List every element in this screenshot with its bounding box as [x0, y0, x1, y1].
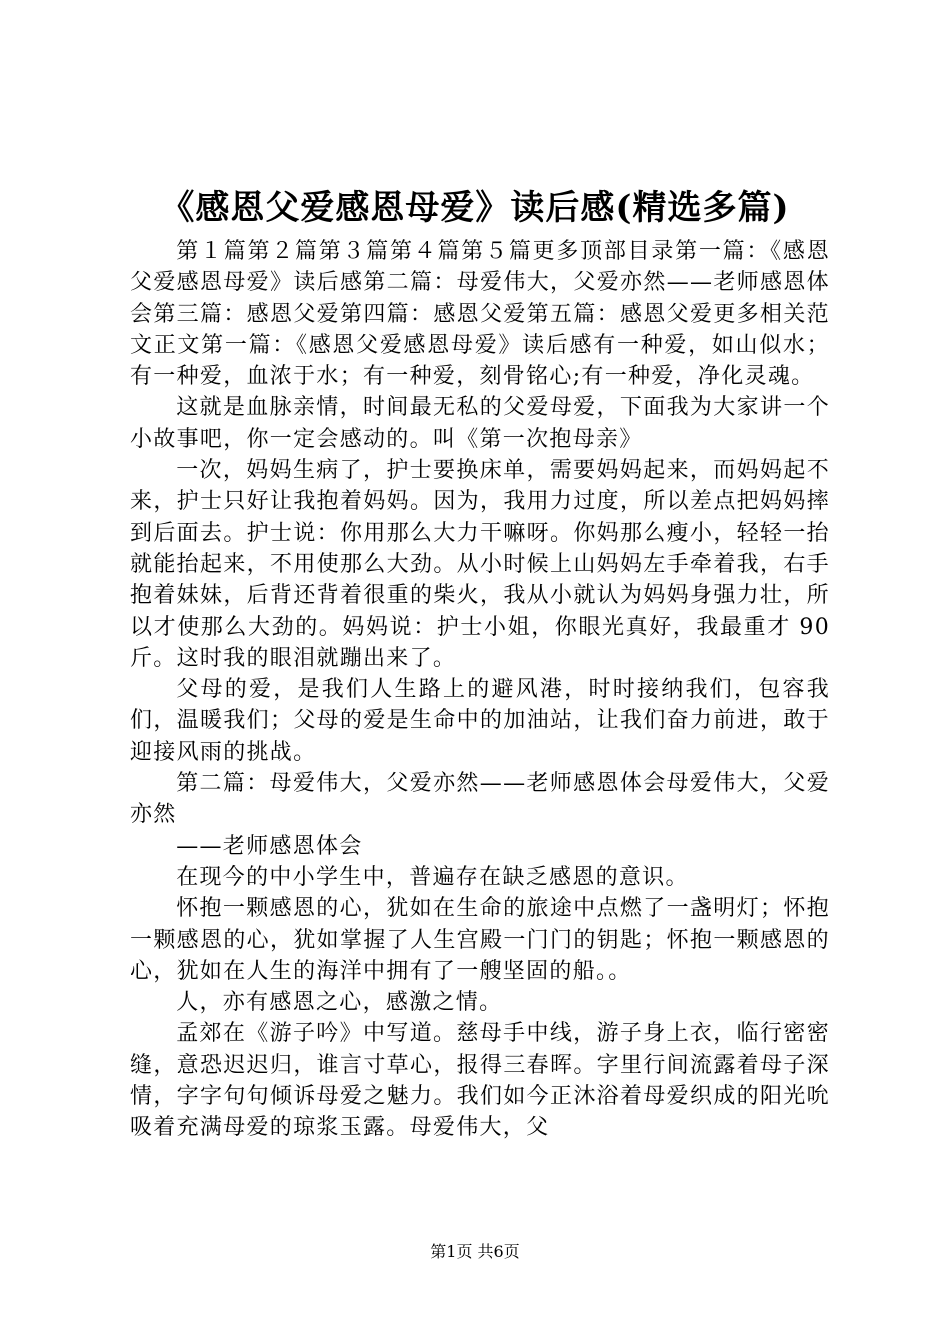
- paragraph: 孟郊在《游子吟》中写道。慈母手中线，游子身上衣，临行密密缝，意恐迟迟归，谁言寸草心，报得三春晖。字里行间流露着母子深情，字字句句倾诉母爱之魅力。我们如今正沐浴着母爱织成的阳光吮吸着充满母爱的琼浆玉露。母爱伟大，父: [130, 1021, 830, 1141]
- paragraph: 第１篇第２篇第３篇第４篇第５篇更多顶部目录第一篇：《感恩父爱感恩母爱》读后感第二篇：母爱伟大，父爱亦然——老师感恩体会第三篇：感恩父爱第四篇：感恩父爱第五篇：感恩父爱更多相关范文正文第一篇：《感恩父爱感恩母爱》读后感有一种爱，如山似水；有一种爱，血浓于水；有一种爱，刻骨铭心;有一种爱，净化灵魂。: [130, 239, 830, 390]
- paragraph: 怀抱一颗感恩的心，犹如在生命的旅途中点燃了一盏明灯；怀抱一颗感恩的心，犹如掌握了人生宫殿一门门的钥匙；怀抱一颗感恩的心，犹如在人生的海洋中拥有了一艘坚固的船。。: [130, 896, 830, 984]
- paragraph: 在现今的中小学生中，普遍存在缺乏感恩的意识。: [176, 864, 689, 890]
- paragraph: 父母的爱，是我们人生路上的避风港，时时接纳我们，包容我们，温暖我们；父母的爱是生命中的加油站，让我们奋力前进，敢于迎接风雨的挑战。: [130, 677, 830, 765]
- page-footer: 第1页 共6页: [430, 1242, 520, 1261]
- paragraph: ——老师感恩体会: [176, 833, 363, 859]
- document-body: [130, 236, 830, 1144]
- paragraph: 人，亦有感恩之心，感激之情。: [176, 990, 503, 1016]
- paragraph: 第二篇：母爱伟大，父爱亦然——老师感恩体会母爱伟大，父爱亦然: [130, 771, 830, 828]
- document-title: 《感恩父爱感恩母爱》读后感(精选多篇): [160, 188, 790, 228]
- paragraph: 一次，妈妈生病了，护士要换床单，需要妈妈起来，而妈妈起不来，护士只好让我抱着妈妈。因为，我用力过度，所以差点把妈妈摔到后面去。护士说：你用那么大力干嘛呀。你妈那么瘦小，轻轻一抬就能抬起来，不用使那么大劲。从小时候上山妈妈左手牵着我，右手抱着妹妹，后背还背着很重的柴火，我从小就认为妈妈身强力壮，所以才使那么大劲的。妈妈说：护士小姐，你眼光真好，我最重才 90 斤。这时我的眼泪就蹦出来了。: [130, 458, 830, 671]
- paragraph: 这就是血脉亲情，时间最无私的父爱母爱，下面我为大家讲一个小故事吧，你一定会感动的。叫《第一次抱母亲》: [130, 395, 830, 452]
